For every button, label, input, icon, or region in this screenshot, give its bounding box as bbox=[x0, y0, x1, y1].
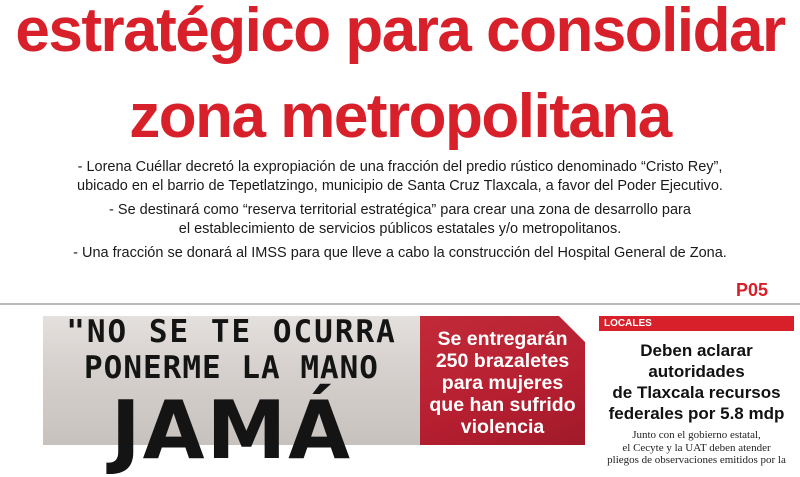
title-line: de Tlaxcala recursos bbox=[612, 383, 781, 402]
headline-line-1: estratégico para consolidar bbox=[15, 0, 785, 65]
body-line: el Cecyte y la UAT deben atender bbox=[622, 441, 771, 454]
section-tag: LOCALES bbox=[599, 316, 794, 331]
bullet-line: ubicado en el barrio de Tepetlatzingo, municipio de Santa Cruz Tlaxcala, a favor del Poder Ejecutivo. bbox=[77, 178, 723, 194]
section-divider bbox=[0, 303, 800, 305]
protest-sign-photo[interactable] bbox=[43, 314, 420, 477]
bullet-line: - Una fracción se donará al IMSS para que lleve a cabo la construcción del Hospital General de Zona. bbox=[73, 245, 727, 261]
bullet-item bbox=[0, 244, 800, 263]
summary-bullets bbox=[0, 158, 800, 268]
bullet-item bbox=[0, 158, 800, 196]
body-line: pliegos de observaciones emitidos por la bbox=[607, 454, 786, 466]
bullet-line: - Lorena Cuéllar decretó la expropiación de una fracción del predio rústico denominado “Cristo Rey”, bbox=[77, 159, 723, 175]
promo-line: que han sufrido bbox=[429, 394, 576, 416]
promo-text bbox=[426, 328, 579, 438]
promo-line: Se entregarán bbox=[437, 328, 568, 350]
sign-text-line-2: PONERME LA MANO bbox=[84, 350, 379, 386]
sign-text-line-3: JAMÁ bbox=[110, 384, 353, 477]
promo-line: violencia bbox=[460, 416, 545, 438]
locales-article[interactable] bbox=[599, 316, 794, 466]
bullet-item bbox=[0, 201, 800, 239]
article-body bbox=[599, 429, 794, 467]
promo-panel[interactable] bbox=[420, 316, 585, 445]
article-title bbox=[599, 340, 794, 424]
promo-line: 250 brazaletes bbox=[435, 350, 570, 372]
headline-line-2: zona metropolitana bbox=[129, 82, 671, 151]
promo-line: para mujeres bbox=[441, 372, 564, 394]
sign-text-line-1: "NO SE TE OCURRA bbox=[66, 314, 397, 350]
body-line: Junto con el gobierno estatal, bbox=[632, 429, 761, 441]
title-line: Deben aclarar autoridades bbox=[640, 341, 753, 381]
bullet-line: - Se destinará como “reserva territorial estratégica” para crear una zona de desarrollo para bbox=[109, 202, 691, 218]
bullet-line: el establecimiento de servicios públicos estatales y/o metropolitanos. bbox=[178, 221, 622, 237]
page-reference[interactable]: P05 bbox=[735, 280, 768, 300]
title-line: federales por 5.8 mdp bbox=[608, 404, 785, 423]
